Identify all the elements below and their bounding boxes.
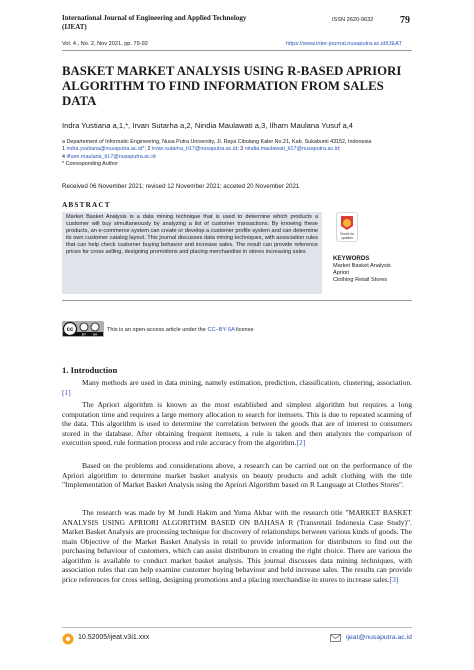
sa-label: SA bbox=[92, 332, 98, 337]
license-link[interactable]: CC–BY-SA bbox=[207, 327, 235, 333]
email-link-2[interactable]: irvan.sutarha_ti17@nusaputra.ac.id bbox=[152, 146, 238, 153]
email-sep-4: ; bbox=[338, 146, 341, 153]
body-paragraph: Based on the problems and considerations above, a research can be carried out on the performance of the Apriori algorithm to determine market basket analysis on beauty products and adult clothing with the title "Implementation of Market Basket Analysis using the Apriori Algorithm based on R Language at Clothes Stores". bbox=[62, 461, 412, 490]
paragraph-text: Many methods are used in data mining, namely estimation, prediction, classification, clustering, association. bbox=[82, 378, 412, 387]
license-prefix: This is an open-access article under the bbox=[107, 327, 208, 333]
email-link-4[interactable]: ilham.maulana_ti17@nusaputra.ac.id bbox=[66, 153, 156, 160]
keyword-item: Clothing Retail Stores bbox=[333, 277, 388, 284]
citation-link[interactable]: [1] bbox=[62, 387, 71, 397]
paragraph-text: The research was made by M Jundi Hakim and Yuma Akbar with the research title "MARKET BASKET ANALYSIS USING APRIORI ALGORITHM BASED ON BAHASA R (Transretail Indonesia Case Study)". Market Basket Analysis are processing technique for discovery of relationships between various kinds of goods. The main Objective of the Market Basket Analysis in retail to provide information for distributors to find out the purchasing behaviour of customers, which can assist distributors in creating the right choice. There are various the algorithm is available to conduct market basket analysis. This journal discusses data mining techniques, with association rules that can help examine customer buying behaviour and held increase sales. The results can provide price references for cross selling, designing promotions and a placing merchandise in stores to increase sales. bbox=[62, 508, 412, 584]
citation-link[interactable]: [3] bbox=[389, 574, 399, 584]
paper-title: BASKET MARKET ANALYSIS USING R-BASED APRIORI ALGORITHM TO FIND INFORMATION FROM SALES DATA bbox=[62, 64, 402, 108]
license-suffix: license bbox=[234, 327, 254, 333]
envelope-icon bbox=[330, 634, 341, 642]
check-for-updates-badge[interactable] bbox=[336, 212, 358, 242]
received-dates: Received 06 November 2021; revised 12 November 2021; acceted 20 November 2021 bbox=[62, 183, 300, 190]
issn: ISSN 2620-9632 bbox=[332, 17, 374, 23]
email-index-4: 4 bbox=[62, 153, 67, 160]
license-statement bbox=[107, 327, 254, 333]
email-link-3[interactable]: nindia.maulawati_ti17@nusaputra.ac.id bbox=[244, 146, 339, 153]
journal-name bbox=[62, 14, 292, 31]
citation-link[interactable]: [2] bbox=[296, 438, 306, 448]
badge-label-2: updates bbox=[341, 236, 353, 240]
keyword-item: Market Basket Analysis bbox=[333, 263, 391, 269]
email-index-1: 1 bbox=[62, 146, 67, 153]
doi-icon bbox=[62, 633, 74, 645]
author-list: Indra Yustiana a,1,*, Irvan Sutarha a,2, Nindia Maulawati a,3, Ilham Maulana Yusuf a,4 bbox=[62, 121, 353, 130]
doi-link[interactable]: 10.52005/ijeat.v3i1.xxx bbox=[78, 634, 150, 641]
body-paragraph bbox=[62, 378, 412, 397]
abstract-heading: ABSTRACT bbox=[62, 201, 111, 209]
volume-info: Vol. 4., No. 2, Nov 2021, pp. 79-92 bbox=[62, 41, 148, 47]
by-person-icon bbox=[80, 323, 88, 331]
badge-label-1: Check for bbox=[339, 232, 355, 236]
email-link-1[interactable]: indra.yustiana@nusaputra.ac.id* bbox=[66, 146, 145, 153]
abstract-text: Market Basket Analysis is a data mining technique that is used to determine which products a customer will buy simultaneously by analyzing a list of customer transactions. By knowing these products, an e-commerce system can create or develop a customer profile system and can determine its own customer catalog layout. This journal discusses data mining techniques, with association rules that can help check customer buying behavior and increase sales. The result can provide reference prices for cross selling, designing promotions and placing merchandise in stores increasing sales bbox=[66, 214, 318, 256]
keywords-list bbox=[333, 263, 391, 285]
check-circle-icon bbox=[343, 219, 351, 227]
page-number: 79 bbox=[400, 15, 410, 26]
footer-divider bbox=[62, 627, 412, 628]
abstract-divider bbox=[62, 300, 412, 301]
sa-share-icon bbox=[91, 323, 99, 331]
body-paragraph bbox=[62, 400, 412, 448]
paragraph-text: The Apriori algorithm is known as the most established and simplest algorithm but requires a long computation time and requires a large memory allocation to search for itemsets. This is due to repeated scanning of the data. This algorithm is used to determine the correlation between the goods that are of interest to consumers stored in the database. After obtaining frequent itemsets, a rule is taken and then analyzes the comparison of execution speed, rule formation process and rule accuracy from the algorithm. bbox=[62, 400, 412, 448]
keyword-item: Apriori bbox=[333, 270, 350, 277]
body-paragraph bbox=[62, 508, 412, 584]
corresponding-author-note: * Corresponding Author bbox=[62, 161, 119, 168]
by-label: BY bbox=[81, 332, 87, 337]
keywords-heading: KEYWORDS bbox=[333, 255, 370, 262]
contact-email-link[interactable]: ijeat@nusaputra.ac.id bbox=[346, 634, 412, 641]
email-line-2 bbox=[62, 154, 412, 161]
header-divider bbox=[62, 50, 412, 51]
journal-name-line2: (IJEAT) bbox=[62, 22, 87, 31]
email-line-1 bbox=[62, 146, 412, 153]
affiliations bbox=[62, 139, 412, 169]
journal-name-line1: International Journal of Engineering and Applied Technology bbox=[62, 14, 247, 22]
cc-by-sa-logo[interactable] bbox=[62, 321, 104, 337]
email-sep-3: ; 3 bbox=[237, 146, 245, 153]
affiliation-line: a Departement of Informatic Engineering, Nusa Putra University, Jl. Raya Cibolang Kaler No.21, Kab. Sukabumi 43152, Indonesia bbox=[62, 139, 372, 145]
cc-icon-text: cc bbox=[66, 327, 74, 334]
section-heading: 1. Introduction bbox=[62, 365, 118, 375]
email-sep-2: ; 2 bbox=[144, 146, 152, 153]
journal-url-link[interactable]: https://www.inter-journal.nusaputra.ac.id/IJEAT bbox=[286, 41, 402, 47]
